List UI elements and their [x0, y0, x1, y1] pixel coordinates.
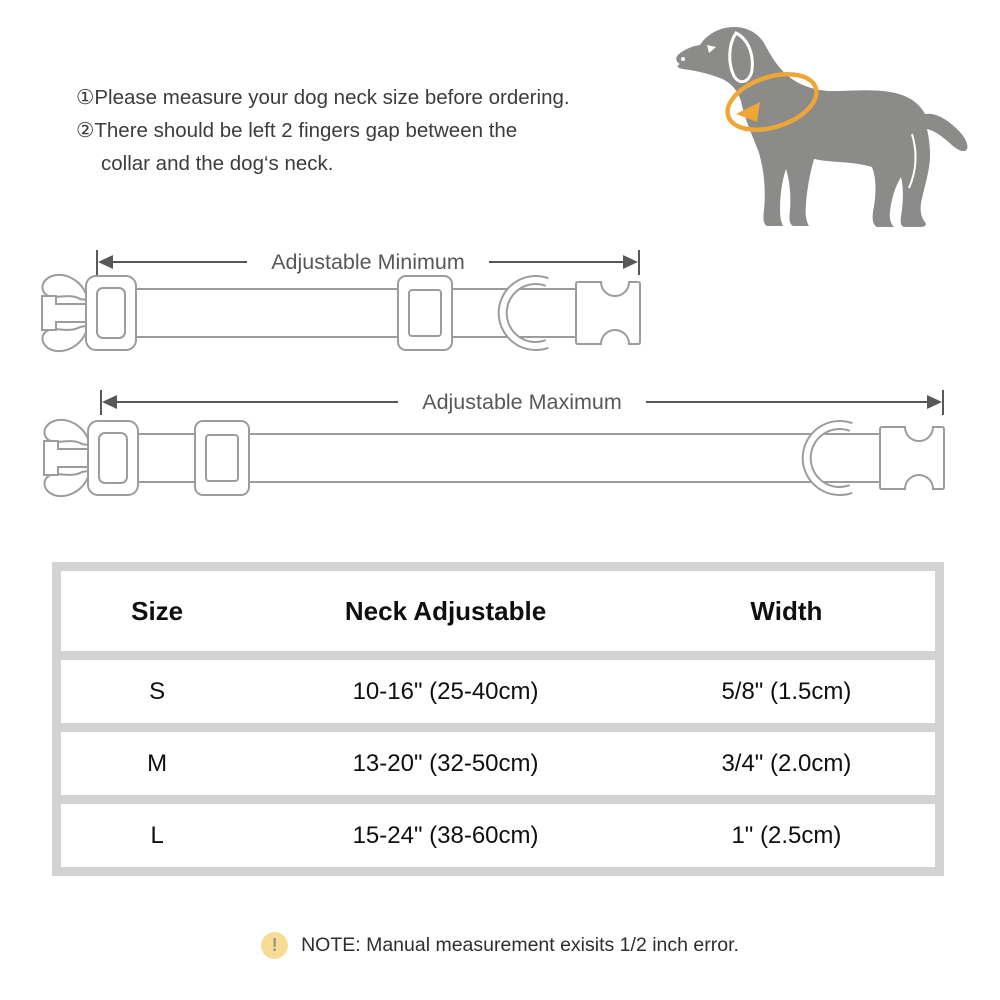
slider-inner: [206, 435, 238, 481]
arrowhead-right-icon: [623, 255, 638, 269]
measuring-instructions: [76, 82, 696, 180]
dimension-line: [646, 401, 927, 403]
dimension-line: [489, 261, 623, 263]
exclamation-icon: !: [261, 932, 288, 959]
collar-maximum-drawing: [35, 413, 950, 503]
note-text: NOTE: Manual measurement exisits 1/2 inch error.: [301, 933, 739, 956]
dog-body: [676, 27, 967, 227]
size-table: [52, 562, 944, 876]
collar-minimum-drawing: [35, 268, 645, 358]
table-row-medium: [61, 732, 935, 795]
header-size: Size: [131, 595, 184, 626]
cell-width: 1" (2.5cm): [731, 821, 842, 849]
cell-size: L: [150, 821, 164, 849]
cell-neck: 15-24" (38-60cm): [352, 821, 539, 849]
dimension-endbar-right: [942, 390, 944, 415]
table-row-small: [61, 660, 935, 723]
arrowhead-left-icon: [98, 255, 113, 269]
buckle-frame-window: [99, 433, 127, 483]
minimum-label: Adjustable Minimum: [271, 249, 465, 274]
slider-inner: [409, 290, 441, 336]
collar-maximum-lineart: [35, 413, 950, 503]
instruction-item-2-line-2: collar and the dog‘s neck.: [101, 151, 334, 175]
arrowhead-right-icon: [927, 395, 942, 409]
cell-neck: 13-20" (32-50cm): [352, 749, 539, 777]
table-row-large: [61, 804, 935, 867]
instruction-item-2-line-1: ②There should be left 2 fingers gap between the: [76, 118, 518, 142]
buckle-housing: [880, 427, 944, 489]
cell-width: 3/4" (2.0cm): [721, 749, 852, 777]
dog-nostril: [681, 57, 685, 61]
header-width: Width: [750, 595, 823, 626]
dimension-arrow-maximum: [100, 389, 944, 415]
buckle-housing: [576, 282, 640, 344]
measurement-note: [0, 930, 1000, 960]
buckle-frame-window: [97, 288, 125, 338]
dog-figure: [650, 12, 980, 242]
instruction-item-1: ①Please measure your dog neck size before ordering.: [76, 86, 570, 109]
dog-silhouette-icon: [650, 12, 980, 242]
cell-width: 5/8" (1.5cm): [721, 677, 852, 705]
cell-size: M: [147, 749, 168, 777]
dimension-line: [113, 261, 247, 263]
size-table-header-row: [61, 571, 935, 651]
dimension-line: [117, 401, 398, 403]
cell-neck: 10-16" (25-40cm): [352, 677, 539, 705]
header-neck-adjustable: Neck Adjustable: [344, 595, 547, 626]
maximum-label: Adjustable Maximum: [422, 389, 622, 414]
collar-strap: [130, 289, 595, 337]
arrowhead-left-icon: [102, 395, 117, 409]
collar-minimum-lineart: [35, 268, 645, 358]
cell-size: S: [149, 677, 166, 705]
buckle-prong-center: [42, 296, 86, 330]
buckle-prong-center: [44, 441, 88, 475]
